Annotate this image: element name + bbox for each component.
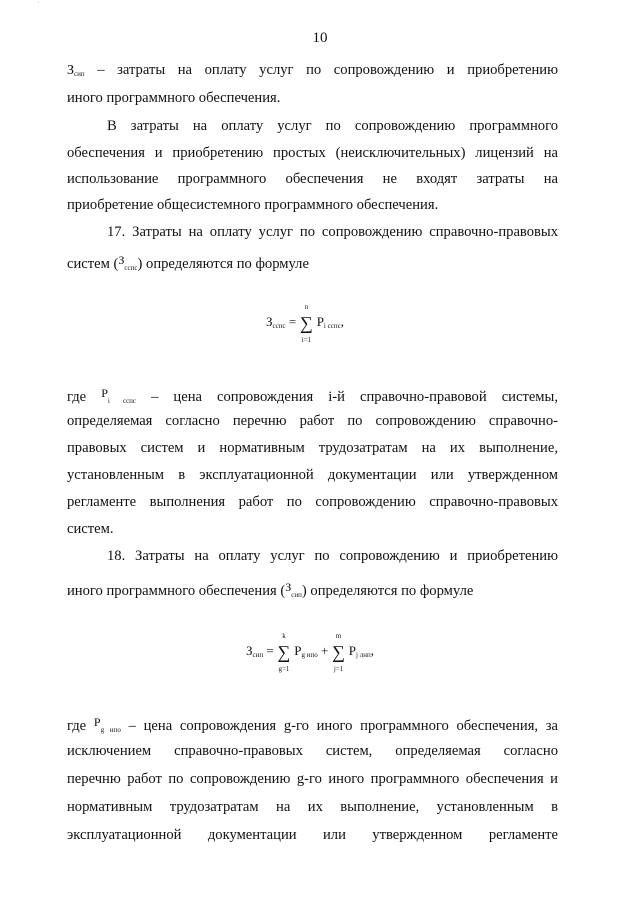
paragraph-line: где $^P_{i сспс}$ – цена сопровождения i-й справочно-правовой системы, [67,386,558,405]
formula-sspc: $З_{сспс}$ = n ∑ i=1 $P_{i сспс}$, [266,303,344,344]
paragraph-line: обеспечения и приобретению простых (неисключительных) лицензий на [67,145,558,161]
sum-sign: k ∑ g=1 [277,632,291,673]
paragraph-line: нормативным трудозатратам на их выполнение, установленным в [67,799,558,815]
symbol-z-sip: $З_{сип}$ [67,63,85,78]
paragraph-line: В затраты на оплату услуг по сопровождению программного [107,118,558,134]
paragraph-line: перечню работ по сопровождению g-го иного программного обеспечения и [67,771,558,787]
paragraph-line: $З_{сип}$ – затраты на оплату услуг по сопровождению и приобретению [67,62,559,78]
paragraph-line: определяемая согласно перечню работ по сопровождению справочно- [67,413,558,429]
paragraph-line: эксплуатационной документации или утвержденном регламенте [67,827,558,843]
paragraph-line: систем. [67,521,114,537]
paragraph-line: использование программного обеспечения не входят затраты на [67,171,558,187]
paragraph-line: регламенте выполнения работ по сопровождению справочно-правовых [67,494,558,510]
paragraph-line: где $^P_{g ипо}$ – цена сопровождения g-го иного программного обеспечения, за [67,715,559,734]
paragraph-line: иного программного обеспечения. [67,90,281,106]
page-number: 10 [312,30,328,46]
sum-sign: m ∑ j=1 [332,632,345,673]
sum-sign: n ∑ i=1 [300,303,313,344]
paragraph-line: правовых систем и нормативным трудозатратам на их выполнение, [67,440,558,456]
paragraph-line: систем ($^З_{сспс}$) определяются по формуле [67,253,309,272]
paragraph-line: приобретение общесистемного программного обеспечения. [67,197,439,213]
margin-tick: ˈ [37,0,40,10]
paragraph-line: установленным в эксплуатационной документации или утвержденном [67,467,558,483]
paragraph-line: иного программного обеспечения ($^З_{сип}$) определяются по формуле [67,580,474,599]
paragraph-line: 18. Затраты на оплату услуг по сопровождению и приобретению [107,548,558,564]
paragraph-line: 17. Затраты на оплату услуг по сопровождению справочно-правовых [107,224,558,240]
paragraph-line: исключением справочно-правовых систем, определяемая согласно [67,743,558,759]
formula-sip: $З_{сип}$ = k ∑ g=1 $P_{g ипо}$ + m ∑ j=1 $P_{j лнп}$, [246,632,374,673]
